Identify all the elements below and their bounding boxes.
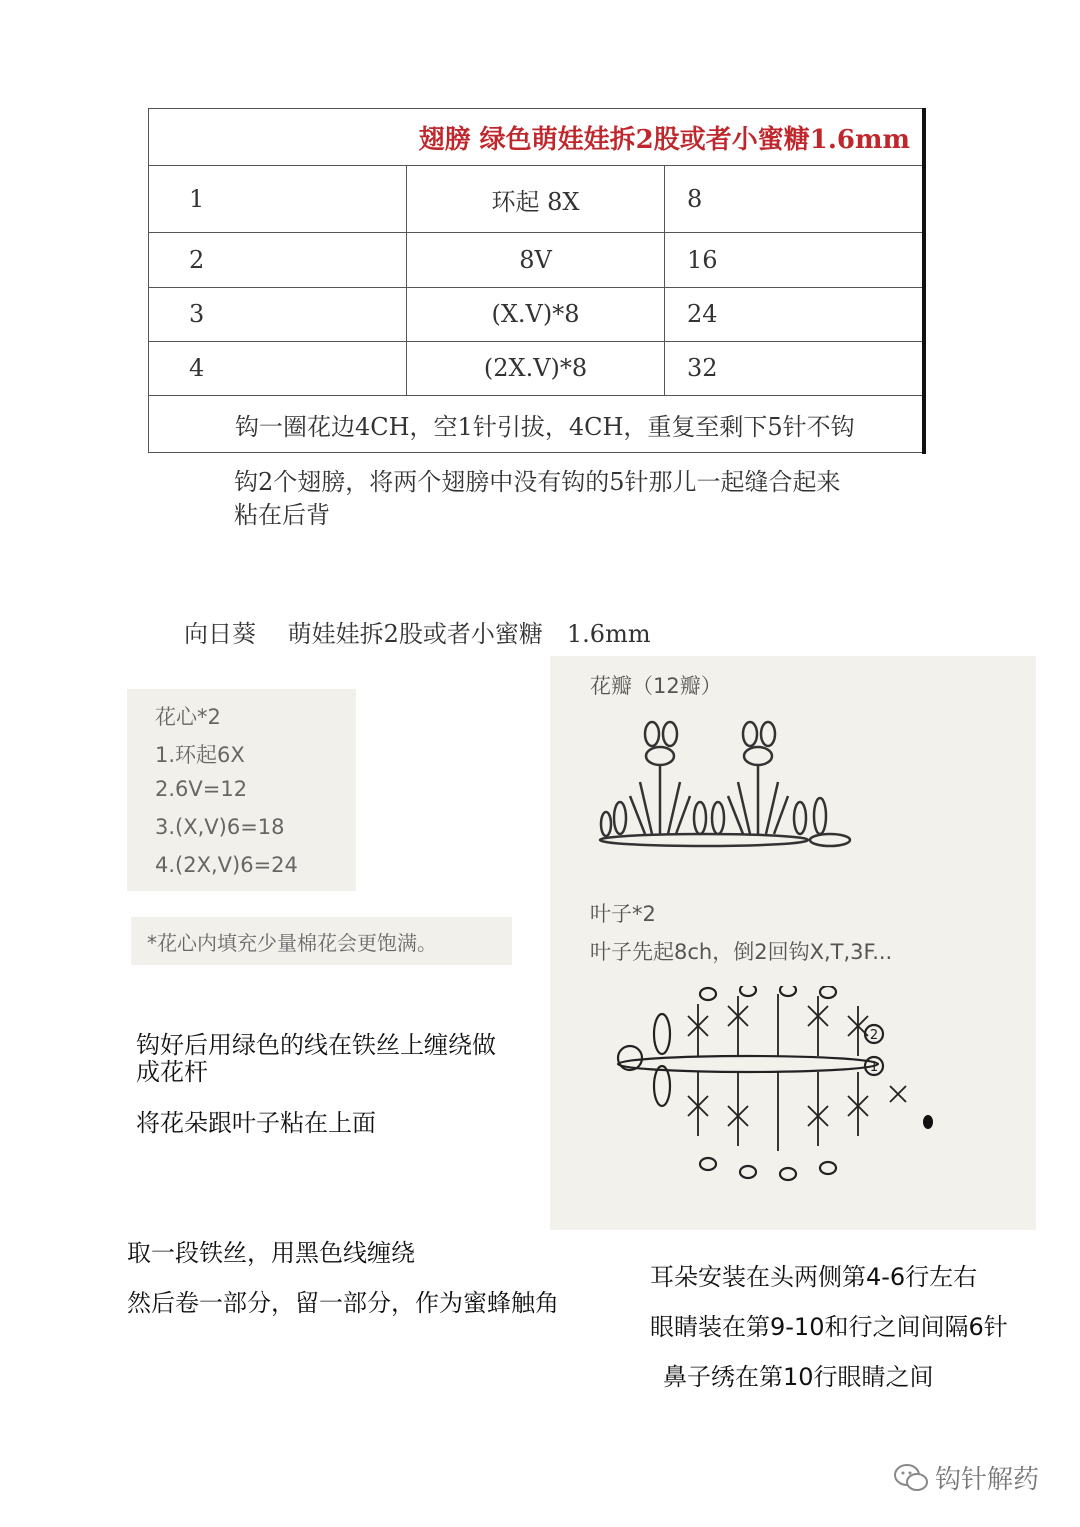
row-stitch: 8V <box>407 233 665 287</box>
petal-diagram <box>590 716 870 856</box>
watermark-text: 钩针解药 <box>935 1465 1040 1495</box>
sunflower-heading: 向日葵 萌娃娃拆2股或者小蜜糖 1.6mm <box>184 620 651 648</box>
flower-center-row: 4.(2X,V)6=24 <box>155 853 298 877</box>
row-number: 4 <box>149 341 407 395</box>
leaf-mark-1: 1 <box>869 1060 879 1075</box>
flower-center-panel <box>127 689 356 891</box>
row-count: 8 <box>665 166 923 233</box>
antenna-line1: 取一段铁丝，用黑色线缠绕 <box>127 1239 415 1267</box>
row-count: 32 <box>665 341 923 395</box>
petal-title: 花瓣（12瓣） <box>590 674 722 698</box>
row-stitch: 环起 8X <box>407 166 665 233</box>
watermark <box>893 1459 1039 1496</box>
row-count: 24 <box>665 287 923 341</box>
table-row <box>149 233 923 287</box>
wechat-icon <box>893 1463 929 1493</box>
diagram-panel <box>550 656 1036 1230</box>
flower-center-row: 2.6V=12 <box>155 777 248 801</box>
tip-panel <box>131 917 512 965</box>
leaf-description: 叶子先起8ch，倒2回钩X,T,3F... <box>590 940 893 964</box>
row-count: 16 <box>665 233 923 287</box>
wing-table-title: 翅膀 绿色萌娃娃拆2股或者小蜜糖1.6mm <box>149 109 923 166</box>
attach-note: 将花朵跟叶子粘在上面 <box>136 1109 376 1137</box>
eyes-note: 眼睛装在第9-10和行之间间隔6针 <box>650 1313 1008 1341</box>
row-stitch: (X.V)*8 <box>407 287 665 341</box>
table-row <box>149 166 923 233</box>
wing-table-footer: 钩一圈花边4CH，空1针引拔，4CH，重复至剩下5针不钩 <box>149 396 923 453</box>
leaf-mark-2: 2 <box>869 1028 879 1043</box>
row-number: 1 <box>149 166 407 233</box>
row-number: 3 <box>149 287 407 341</box>
row-stitch: (2X.V)*8 <box>407 341 665 395</box>
flower-center-row: 3.(X,V)6=18 <box>155 815 285 839</box>
antenna-line2: 然后卷一部分，留一部分，作为蜜蜂触角 <box>127 1289 559 1317</box>
flower-center-row: 1.环起6X <box>155 743 245 767</box>
stem-line1: 钩好后用绿色的线在铁丝上缠绕做 <box>136 1031 496 1059</box>
leaf-title: 叶子*2 <box>590 902 656 926</box>
table-row <box>149 341 923 395</box>
flower-center-title: 花心*2 <box>155 705 221 729</box>
filling-tip: *花心内填充少量棉花会更饱满。 <box>147 931 437 955</box>
table-shadow <box>922 108 926 454</box>
wing-note-line2: 粘在后背 <box>234 501 330 529</box>
wing-table <box>148 108 923 453</box>
ears-note: 耳朵安装在头两侧第4-6行左右 <box>650 1263 978 1291</box>
table-row <box>149 287 923 341</box>
stem-line2: 成花杆 <box>136 1058 208 1086</box>
wing-note-line1: 钩2个翅膀，将两个翅膀中没有钩的5针那儿一起缝合起来 <box>234 468 841 496</box>
nose-note: 鼻子绣在第10行眼睛之间 <box>663 1363 934 1391</box>
row-number: 2 <box>149 233 407 287</box>
leaf-diagram <box>608 986 948 1206</box>
